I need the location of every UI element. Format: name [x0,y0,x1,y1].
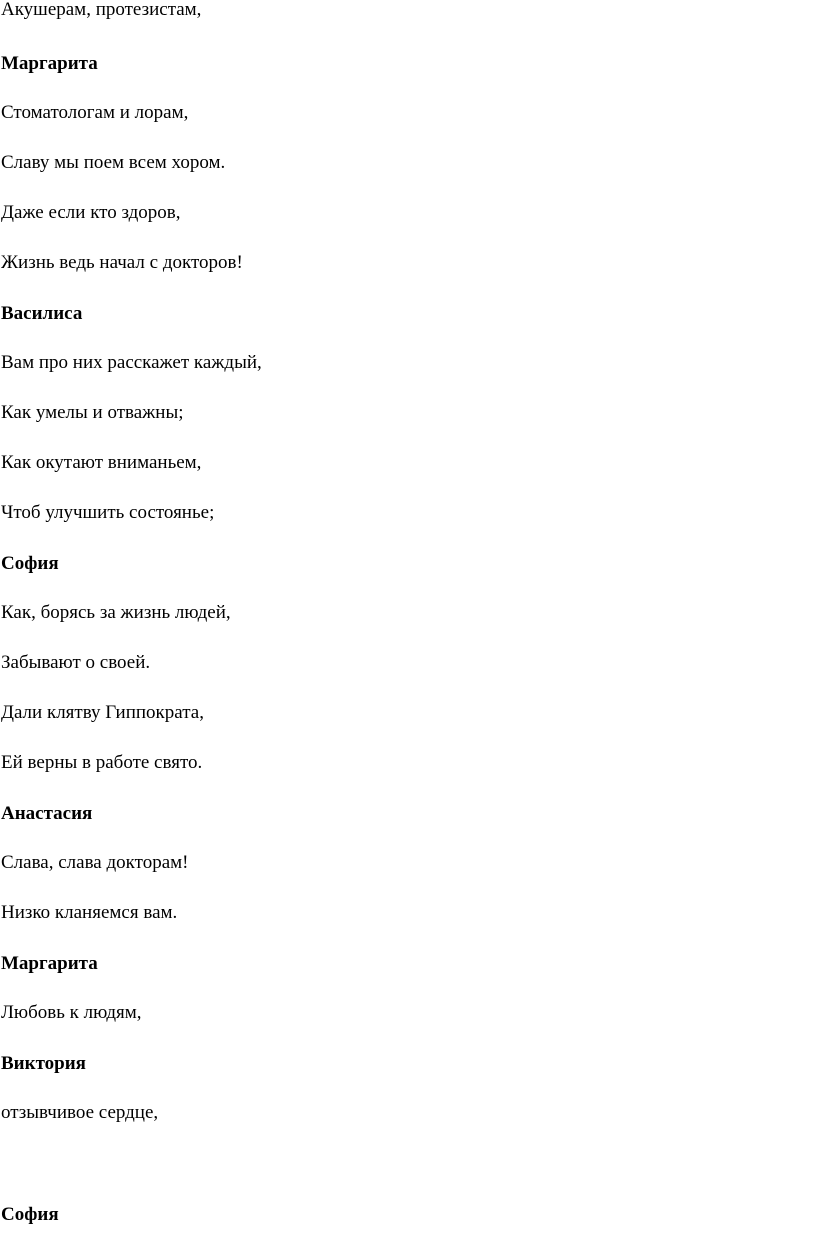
speaker-name: Василиса [1,303,83,324]
speaker-name: София [1,1204,59,1225]
verse-line: Слава, слава докторам! [1,852,189,873]
verse-line: отзывчивое сердце, [1,1102,159,1123]
verse-line: Как умелы и отважны; [1,402,184,423]
speaker-name: Маргарита [1,53,98,74]
verse-line: Ей верны в работе свято. [1,752,203,773]
speaker-name: София [1,553,59,574]
verse-line: Жизнь ведь начал с докторов! [1,252,243,273]
speaker-name: Маргарита [1,953,98,974]
verse-line: Как окутают вниманьем, [1,452,202,473]
verse-line: Вам про них расскажет каждый, [1,352,262,373]
verse-line: Стоматологам и лорам, [1,102,189,123]
verse-line: Славу мы поем всем хором. [1,152,226,173]
verse-line: Дали клятву Гиппократа, [1,702,204,723]
speaker-name: Виктория [1,1053,86,1074]
verse-line: Низко кланяемся вам. [1,902,178,923]
verse-line: Как, борясь за жизнь людей, [1,602,231,623]
verse-line: Забывают о своей. [1,652,151,673]
verse-line: Чтоб улучшить состоянье; [1,502,215,523]
verse-line: Любовь к людям, [1,1002,142,1023]
verse-line: Даже если кто здоров, [1,202,181,223]
verse-line: Акушерам, протезистам, [1,0,202,20]
speaker-name: Анастасия [1,803,93,824]
